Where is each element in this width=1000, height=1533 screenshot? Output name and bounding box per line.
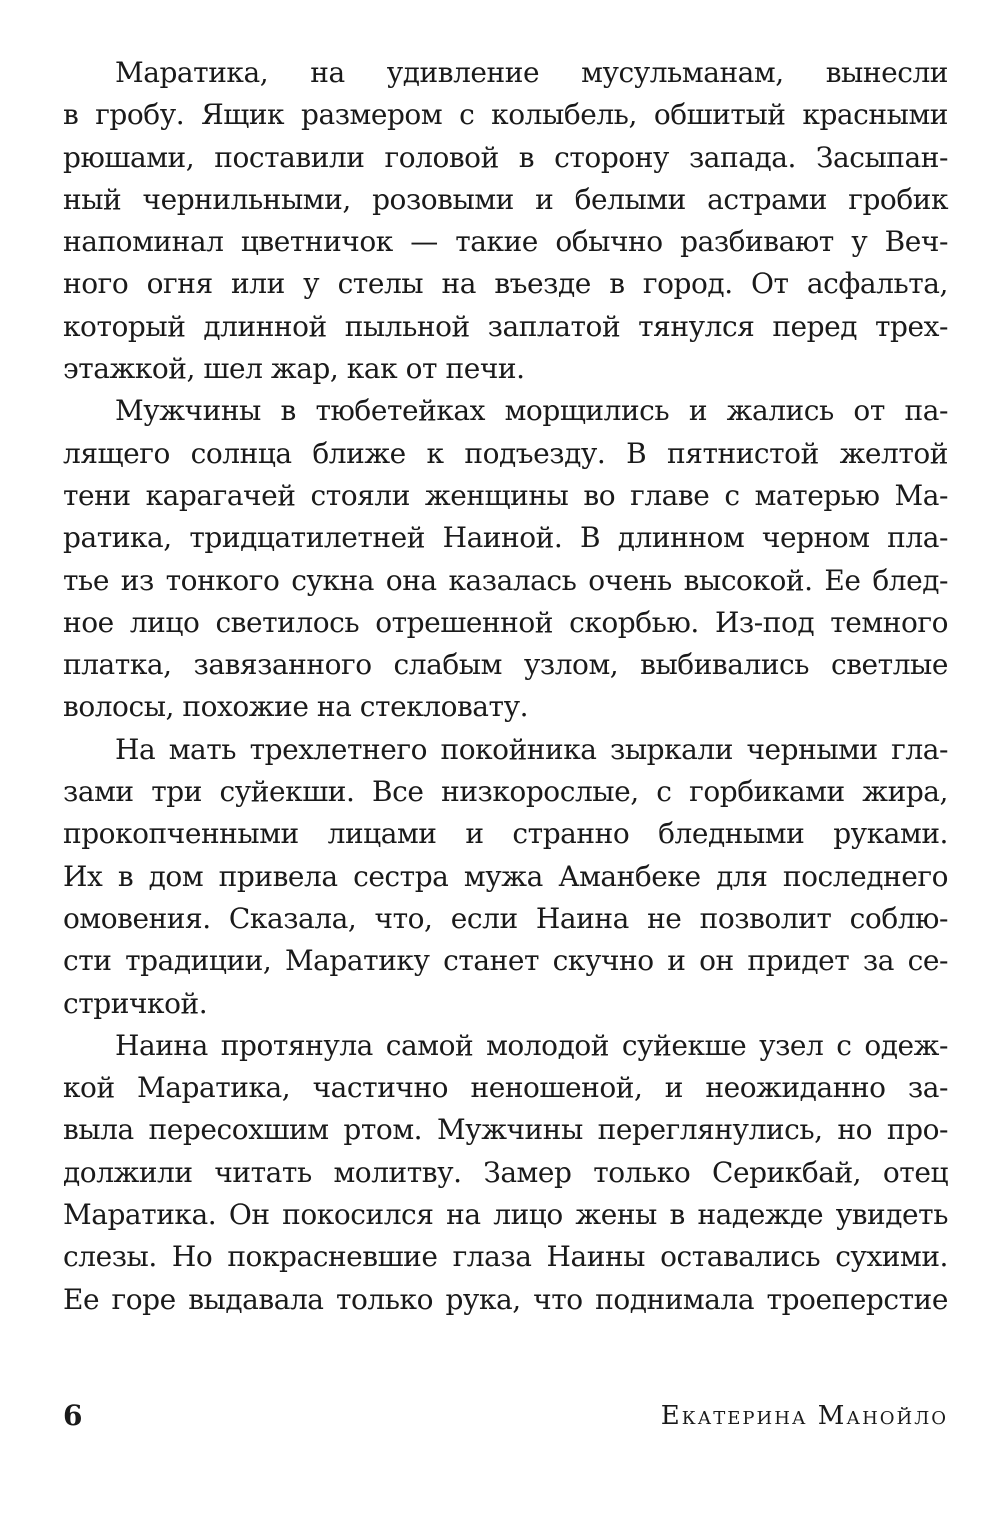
text-line: кой Маратика, частично неношеной, и неожиданно за- <box>63 1071 948 1105</box>
text-line: выла пересохшим ртом. Мужчины переглянулись, но про- <box>63 1113 948 1147</box>
text-line: тье из тонкого сукна она казалась очень высокой. Ее блед- <box>63 563 948 597</box>
text-line: Мужчины в тюбетейках морщились и жались от па- <box>115 394 948 428</box>
text-line: должили читать молитву. Замер только Серикбай, отец <box>63 1155 948 1189</box>
text-line: лящего солнца ближе к подъезду. В пятнистой желтой <box>63 436 948 470</box>
text-line: слезы. Но покрасневшие глаза Наины оставались сухими. <box>63 1240 948 1274</box>
text-line: ный чернильными, розовыми и белыми астрами гробик <box>63 182 948 216</box>
body-text <box>63 52 948 1321</box>
text-line: волосы, похожие на стекловату. <box>63 690 529 724</box>
text-line: напоминал цветничок — такие обычно разбивают у Веч- <box>63 225 948 259</box>
text-line: Наина протянула самой молодой суйекше узел с одеж- <box>115 1028 948 1062</box>
running-head-author: Екатерина Манойло <box>660 1401 948 1431</box>
text-line: сти традиции, Маратику станет скучно и он придет за се- <box>63 944 948 978</box>
text-line: рюшами, поставили головой в сторону запада. Засыпан- <box>63 140 948 174</box>
text-line: Маратика, на удивление мусульманам, вынесли <box>115 56 948 89</box>
text-line: Ее горе выдавала только рука, что поднимала троеперстие <box>63 1282 948 1316</box>
text-line: ного огня или у стелы на въезде в город. От асфальта, <box>63 267 948 301</box>
text-line: ное лицо светилось отрешенной скорбью. Из-под темного <box>63 605 948 639</box>
page-footer <box>63 1396 948 1436</box>
text-line: в гробу. Ящик размером с колыбель, обшитый красными <box>63 98 948 132</box>
text-line: стричкой. <box>63 986 208 1020</box>
text-line: тени карагачей стояли женщины во главе с матерью Ма- <box>63 478 948 512</box>
text-line: этажкой, шел жар, как от печи. <box>63 352 525 386</box>
text-line: омовения. Сказала, что, если Наина не позволит соблю- <box>63 901 948 935</box>
text-line: Их в дом привела сестра мужа Аманбеке для последнего <box>63 859 948 893</box>
text-line: ратика, тридцатилетней Наиной. В длинном черном пла- <box>63 521 948 555</box>
text-line: платка, завязанного слабым узлом, выбивались светлые <box>63 648 948 682</box>
text-line: который длинной пыльной заплатой тянулся перед трех- <box>63 309 948 343</box>
text-line: зами три суйекши. Все низкорослые, с горбиками жира, <box>63 775 948 809</box>
text-line: Маратика. Он покосился на лицо жены в надежде увидеть <box>63 1198 948 1232</box>
text-line: На мать трехлетнего покойника зыркали черными гла- <box>115 732 948 766</box>
text-line: прокопченными лицами и странно бледными руками. <box>63 817 948 851</box>
page-number: 6 <box>63 1399 83 1432</box>
